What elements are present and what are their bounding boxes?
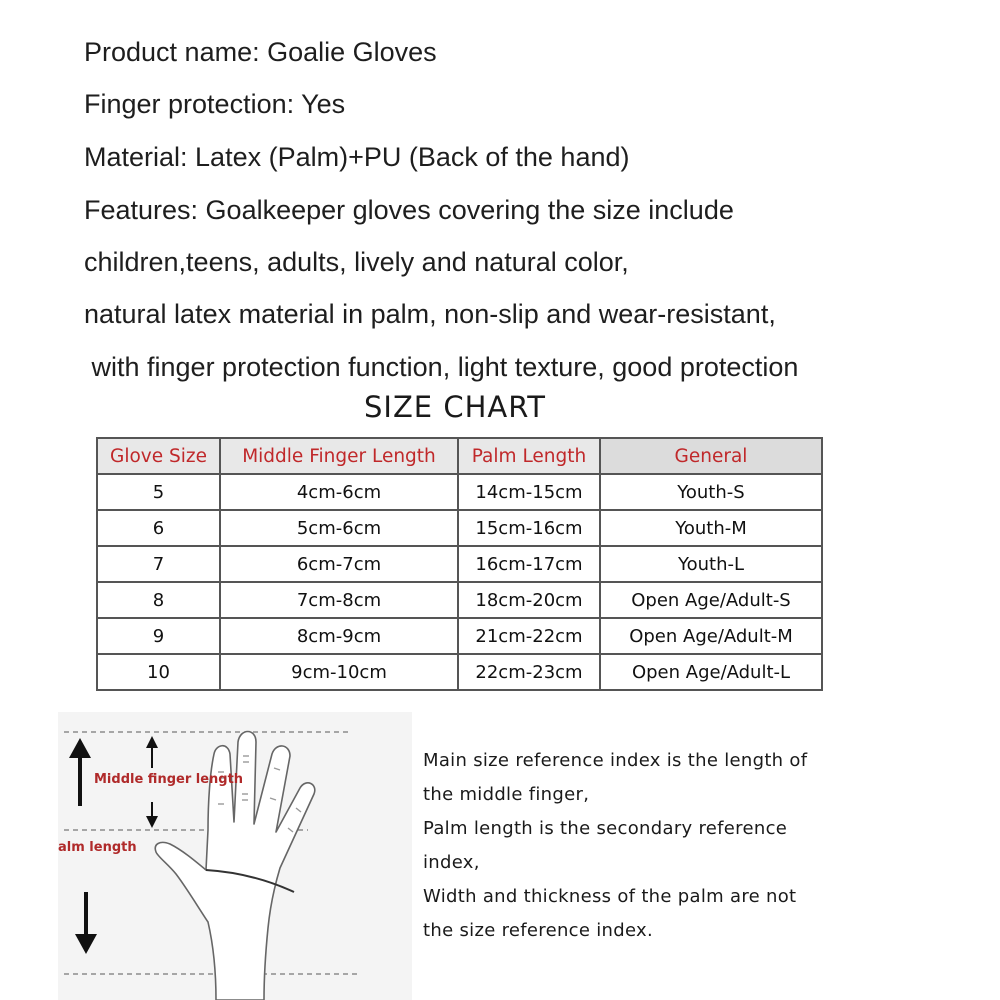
- cell-middle-finger: 4cm-6cm: [220, 474, 458, 510]
- cell-glove-size: 7: [97, 546, 220, 582]
- note-line-6: the size reference index.: [423, 920, 654, 941]
- note-line-5: Width and thickness of the palm are not: [423, 886, 797, 907]
- cell-glove-size: 9: [97, 618, 220, 654]
- product-name-line: Product name: Goalie Gloves: [84, 37, 437, 67]
- header-middle-finger-length: Middle Finger Length: [220, 438, 458, 474]
- middle-finger-length-label: Middle finger length: [94, 772, 244, 787]
- palm-length-label: alm length: [58, 840, 137, 855]
- cell-middle-finger: 8cm-9cm: [220, 618, 458, 654]
- hand-diagram: [58, 712, 412, 1000]
- cell-general: Youth-L: [600, 546, 822, 582]
- big-down-arrow-icon: [75, 892, 97, 954]
- table-row: [97, 618, 822, 654]
- features-line-1: Features: Goalkeeper gloves covering the size include: [84, 195, 734, 225]
- features-line-2: children,teens, adults, lively and natural color,: [84, 247, 629, 277]
- note-line-3: Palm length is the secondary reference: [423, 818, 788, 839]
- note-line-4: index,: [423, 852, 480, 873]
- features-line-4: with finger protection function, light texture, good protection: [84, 352, 799, 382]
- cell-palm: 21cm-22cm: [458, 618, 600, 654]
- cell-palm: 18cm-20cm: [458, 582, 600, 618]
- cell-middle-finger: 7cm-8cm: [220, 582, 458, 618]
- cell-palm: 15cm-16cm: [458, 510, 600, 546]
- cell-middle-finger: 9cm-10cm: [220, 654, 458, 690]
- cell-glove-size: 5: [97, 474, 220, 510]
- header-glove-size: Glove Size: [97, 438, 220, 474]
- table-row: [97, 654, 822, 690]
- cell-palm: 14cm-15cm: [458, 474, 600, 510]
- cell-glove-size: 6: [97, 510, 220, 546]
- header-palm-length: Palm Length: [458, 438, 600, 474]
- size-chart-table: [96, 437, 823, 691]
- cell-general: Open Age/Adult-M: [600, 618, 822, 654]
- table-row: [97, 546, 822, 582]
- note-line-1: Main size reference index is the length of: [423, 750, 808, 771]
- header-general: General: [600, 438, 822, 474]
- table-row: [97, 582, 822, 618]
- finger-protection-line: Finger protection: Yes: [84, 89, 346, 119]
- cell-general: Youth-M: [600, 510, 822, 546]
- big-up-arrow-icon: [69, 738, 91, 806]
- material-line: Material: Latex (Palm)+PU (Back of the hand): [84, 142, 630, 172]
- cell-middle-finger: 6cm-7cm: [220, 546, 458, 582]
- table-row: [97, 510, 822, 546]
- table-row: [97, 474, 822, 510]
- note-line-2: the middle finger,: [423, 784, 590, 805]
- hand-illustration: [58, 712, 412, 1000]
- cell-glove-size: 8: [97, 582, 220, 618]
- cell-palm: 16cm-17cm: [458, 546, 600, 582]
- table-header-row: [97, 438, 822, 474]
- cell-general: Open Age/Adult-L: [600, 654, 822, 690]
- features-line-3: natural latex material in palm, non-slip and wear-resistant,: [84, 299, 776, 329]
- size-chart-title: SIZE CHART: [363, 390, 547, 424]
- cell-general: Open Age/Adult-S: [600, 582, 822, 618]
- cell-palm: 22cm-23cm: [458, 654, 600, 690]
- cell-glove-size: 10: [97, 654, 220, 690]
- cell-middle-finger: 5cm-6cm: [220, 510, 458, 546]
- cell-general: Youth-S: [600, 474, 822, 510]
